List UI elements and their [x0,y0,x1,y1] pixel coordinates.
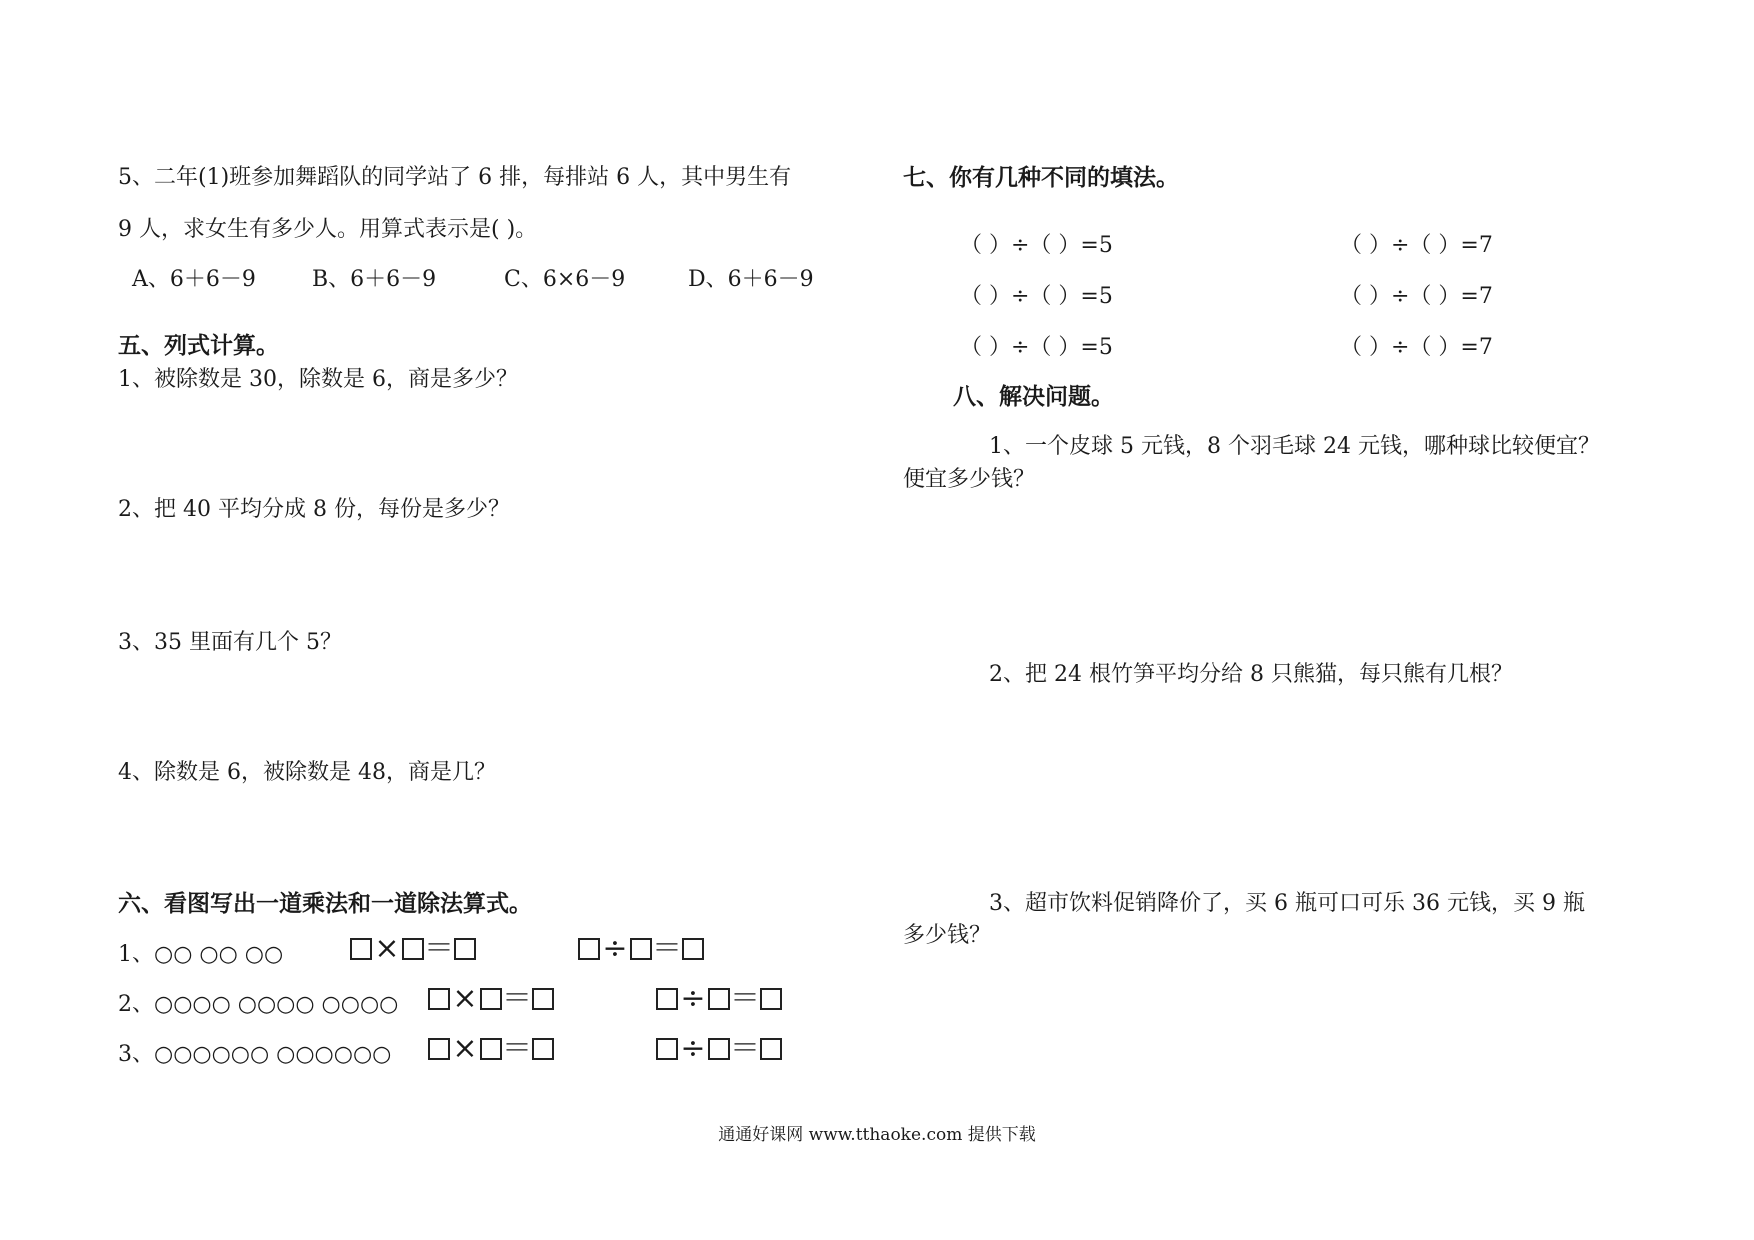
answer-box[interactable] [708,1038,730,1060]
row1-div-formula [578,931,704,966]
section8-q2: 2、把 24 根竹笋平均分给 8 只熊猫，每只熊有几根？ [989,662,1513,687]
equals-sign: ＝ [730,1031,760,1066]
row2-mul-formula [428,981,554,1016]
q5-line2: 9 人，求女生有多少人。用算式表示是( )。 [118,217,538,242]
right-column [903,0,1663,1240]
choice-b: B、6＋6－9 [312,267,437,292]
times-sign: × [452,1031,478,1066]
row3-mul-formula [428,1031,554,1066]
answer-box[interactable] [656,1038,678,1060]
section8-q3-line2: 多少钱？ [903,923,992,948]
answer-box[interactable] [480,988,502,1010]
row2-label: 2、○○○○ ○○○○ ○○○○ [118,992,399,1017]
section8-q1-line1: 1、一个皮球 5 元钱，8 个羽毛球 24 元钱，哪种球比较便宜？ [989,434,1600,459]
eq7-row1[interactable]: （ ）÷（ ）=7 [1340,233,1493,258]
times-sign: × [374,931,400,966]
answer-box[interactable] [480,1038,502,1060]
section8-q3-line1: 3、超市饮料促销降价了，买 6 瓶可口可乐 36 元钱，买 9 瓶 [989,891,1585,916]
choice-a: A、6＋6－9 [132,267,256,292]
eq7-row2[interactable]: （ ）÷（ ）=7 [1340,284,1493,309]
answer-box[interactable] [708,988,730,1010]
equals-sign: ＝ [502,1031,532,1066]
answer-box[interactable] [578,938,600,960]
row2-div-formula [656,981,782,1016]
section6-title: 六、看图写出一道乘法和一道除法算式。 [118,890,532,917]
answer-box[interactable] [350,938,372,960]
section7-title: 七、你有几种不同的填法。 [903,164,1179,191]
answer-box[interactable] [454,938,476,960]
times-sign: × [452,981,478,1016]
answer-box[interactable] [760,1038,782,1060]
divide-sign: ÷ [680,1031,706,1066]
answer-box[interactable] [682,938,704,960]
section8-title: 八、解决问题。 [953,383,1114,410]
row1-mul-formula [350,931,476,966]
equals-sign: ＝ [424,931,454,966]
row3-label: 3、○○○○○○ ○○○○○○ [118,1042,392,1067]
answer-box[interactable] [402,938,424,960]
eq7-row3[interactable]: （ ）÷（ ）=7 [1340,335,1493,360]
choice-c: C、6×6－9 [504,267,626,292]
row1-label: 1、○○ ○○ ○○ [118,942,284,967]
answer-box[interactable] [630,938,652,960]
choice-d: D、6＋6－9 [688,267,814,292]
section5-q4: 4、除数是 6，被除数是 48，商是几？ [118,760,496,785]
section5-title: 五、列式计算。 [118,332,279,359]
section5-q3: 3、35 里面有几个 5？ [118,630,342,655]
equals-sign: ＝ [730,981,760,1016]
eq5-row2[interactable]: （ ）÷（ ）=5 [960,284,1113,309]
answer-box[interactable] [428,988,450,1010]
section5-q1: 1、被除数是 30，除数是 6，商是多少？ [118,367,518,392]
section8-q1-line2: 便宜多少钱？ [903,467,1036,492]
answer-box[interactable] [760,988,782,1010]
divide-sign: ÷ [602,931,628,966]
eq5-row3[interactable]: （ ）÷（ ）=5 [960,335,1113,360]
answer-box[interactable] [532,1038,554,1060]
row3-div-formula [656,1031,782,1066]
equals-sign: ＝ [502,981,532,1016]
q5-line1: 5、二年(1)班参加舞蹈队的同学站了 6 排，每排站 6 人，其中男生有 [118,165,792,190]
left-column [118,0,878,1240]
answer-box[interactable] [428,1038,450,1060]
footer-source: 通通好课网 www.tthaoke.com 提供下载 [718,1125,1036,1145]
answer-box[interactable] [532,988,554,1010]
equals-sign: ＝ [652,931,682,966]
section5-q2: 2、把 40 平均分成 8 份，每份是多少？ [118,497,510,522]
divide-sign: ÷ [680,981,706,1016]
eq5-row1[interactable]: （ ）÷（ ）=5 [960,233,1113,258]
answer-box[interactable] [656,988,678,1010]
